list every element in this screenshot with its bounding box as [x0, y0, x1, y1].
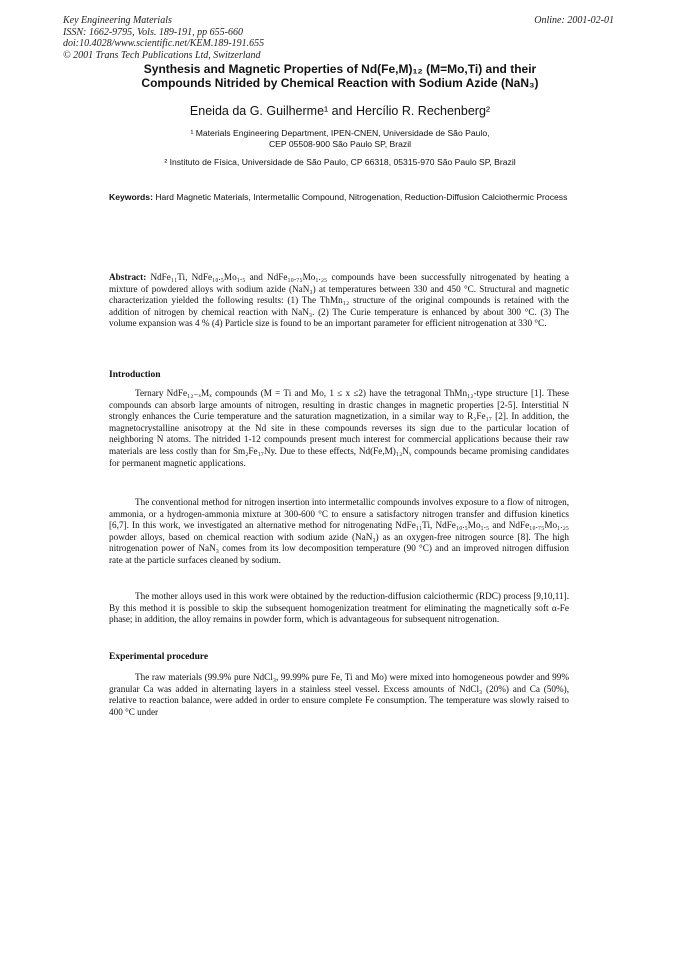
introduction-paragraph-1: Ternary NdFe₁₂₋ₓMₓ compounds (M = Ti and Mo, 1 ≤ x ≤2) have the tetragonal ThMn₁₂-type structure [1]. These compounds can absorb large amounts of nitrogen, resulting in drastic changes in magnetic properties [2-5]. Interstitial N strongly enhances the Curie temperature and the saturation magnetization, in a similar way to R₂Fe₁₇ [2]. In addition, the magnetocrystalline anisotropy at the Nd site in these compounds reverses its sign due to the particular location of neighboring N atoms. The nitrided 1-12 compounds present much interest for commercial applications because their raw materials are less costly than for Sm₂Fe₁₇Ny. Due to these effects, Nd(Fe,M)₁₂Nᵧ compounds became promising candidates for permanent magnetic applications. — [109, 388, 569, 468]
affiliation-1-line-2: CEP 05508-900 São Paulo SP, Brazil — [268, 139, 412, 149]
abstract-label: Abstract: — [109, 272, 147, 282]
keywords-label: Keywords: — [109, 192, 153, 202]
keywords-text: Hard Magnetic Materials, Intermetallic Compound, Nitrogenation, Reduction-Diffusion Calciothermic Process — [152, 192, 568, 202]
experimental-heading: Experimental procedure — [109, 652, 209, 662]
affiliation-1 — [80, 128, 600, 150]
title-line-2: Compounds Nitrided by Chemical Reaction with Sodium Azide (NaN₃) — [141, 76, 539, 90]
abstract — [109, 272, 569, 330]
title-line-1: Synthesis and Magnetic Properties of Nd(Fe,M)₁₂ (M=Mo,Ti) and their — [143, 62, 537, 76]
experimental-paragraph-1: The raw materials (99.9% pure NdCl₃, 99.99% pure Fe, Ti and Mo) were mixed into homogeneous powder and 99% granular Ca was added in alternating layers in a stainless steel vessel. Excess amounts of NdCl₃ (20%) and Ca (50%), relative to reaction balance, were added in order to ensure complete Fe consumption. The temperature was slowly raised to 400 °C under — [109, 672, 569, 717]
affiliation-2: ² Instituto de Física, Universidade de São Paulo, CP 66318, 05315-970 São Paulo SP, Brazil — [164, 157, 516, 167]
copyright-line: © 2001 Trans Tech Publications Ltd, Switzerland — [63, 49, 261, 61]
online-date: Online: 2001-02-01 — [534, 15, 614, 26]
introduction-paragraph-2: The conventional method for nitrogen insertion into intermetallic compounds involves exposure to a flow of nitrogen, ammonia, or a hydrogen-ammonia mixture at 300-600 °C to ensure a satisfactory nitrogen transfer and diffusion kinetics [6,7]. In this work, we investigated an alternative method for nitrogenating NdFe₁₁Ti, NdFe₁₀.₅Mo₁.₅ and NdFe₁₀.₇₅Mo₁.₂₅ powder alloys, based on chemical reaction with sodium azide (NaN₃) as an oxygen-free nitrogen source [8]. The high nitrogenation power of NaN₃ comes from its low decomposition temperature (90 °C) and an improved nitrogen diffusion rate at the particle surfaces cleaned by sodium. — [109, 497, 569, 565]
introduction-paragraph-3: The mother alloys used in this work were obtained by the reduction-diffusion calciothermic (RDC) process [9,10,11]. By this method it is possible to skip the subsequent homogenization treatment for eliminating the magnetically soft α-Fe phase; in addition, the alloy remains in powder form, which is advantageous for subsequent nitrogenation. — [109, 591, 569, 625]
journal-header — [63, 15, 264, 61]
affiliation-1-line-1: ¹ Materials Engineering Department, IPEN-CNEN, Universidade de São Paulo, — [190, 128, 490, 138]
introduction-heading: Introduction — [109, 370, 161, 380]
keywords — [109, 192, 569, 203]
issn-line: ISSN: 1662-9795, Vols. 189-191, pp 655-660 — [63, 26, 243, 38]
abstract-text: NdFe₁₁Ti, NdFe₁₀.₅Mo₁.₅ and NdFe₁₀.₇₅Mo₁.₂₅ compounds have been successfully nitrogenated by heating a mixture of powdered alloys with sodium azide (NaN₃) at temperatures between 330 and 450 °C. Structural and magnetic characterization yielded the following results: (1) The ThMn₁₂ structure of the original compounds is retained with the addition of nitrogen by chemical reaction with NaN₃. (2) The Curie temperature is enhanced by about 300 °C. (3) The volume expansion was 4 % (4) Particle size is found to be an important parameter for efficient nitrogenation at 330 °C. — [109, 272, 569, 329]
doi-line: doi:10.4028/www.scientific.net/KEM.189-191.655 — [63, 38, 265, 49]
journal-name: Key Engineering Materials — [63, 15, 172, 26]
author-list: Eneida da G. Guilherme¹ and Hercílio R. Rechenberg² — [189, 104, 491, 118]
paper-title — [80, 62, 600, 90]
